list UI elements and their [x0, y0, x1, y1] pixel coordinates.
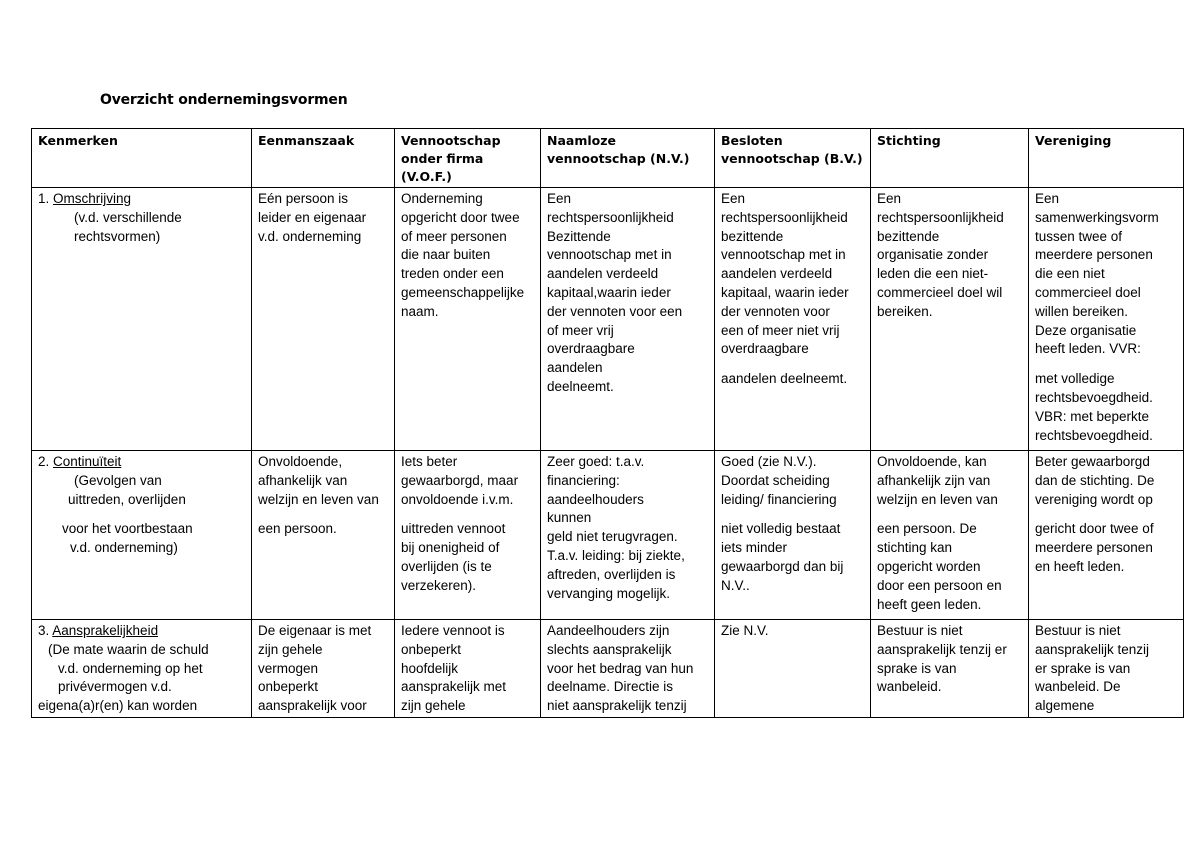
cell-text: Een — [721, 191, 746, 206]
cell-text: opgericht door twee — [401, 209, 520, 225]
cell-text: vervanging mogelijk. — [547, 585, 671, 601]
row-label-sub: rechtsvormen) — [74, 228, 161, 244]
cell-text: die een niet — [1035, 266, 1105, 282]
row-aansprakelijkheid — [32, 620, 1184, 718]
header-eenmanszaak — [252, 129, 395, 188]
cell-text: bezittende — [721, 228, 784, 244]
cell-text: commercieel doel wil — [877, 284, 1003, 300]
row-label-sub: privévermogen v.d. — [58, 679, 172, 695]
cell-text: aandelen deelneemt. — [721, 371, 848, 387]
cell-stichting — [871, 451, 1029, 620]
cell-text: gemeenschappelijke — [401, 284, 525, 300]
header-text: Stichting — [877, 133, 941, 148]
cell-text: kunnen — [547, 510, 592, 526]
cell-bv — [715, 451, 871, 620]
header-text: Kenmerken — [38, 133, 118, 148]
cell-text: v.d. onderneming — [258, 228, 362, 244]
header-vereniging — [1029, 129, 1184, 188]
cell-text: hoofdelijk — [401, 660, 459, 676]
cell-text: tussen twee of — [1035, 228, 1123, 244]
cell-text: financiering: — [547, 472, 620, 488]
cell-text: treden onder een — [401, 266, 504, 282]
cell-text: Bestuur is niet — [1035, 623, 1121, 638]
row-number: 3. — [38, 623, 53, 638]
cell-text: voor het bedrag van hun — [547, 660, 694, 676]
cell-text: Onderneming — [401, 191, 483, 206]
row-label-cell — [32, 620, 252, 718]
row-title: Omschrijving — [53, 191, 132, 206]
cell-text: naam. — [401, 303, 439, 319]
cell-text: Een — [1035, 191, 1060, 206]
cell-text: Goed (zie N.V.). — [721, 454, 817, 469]
cell-text: Eén persoon is — [258, 191, 349, 206]
cell-text: vennootschap met in — [547, 247, 672, 263]
cell-stichting — [871, 188, 1029, 451]
cell-text: algemene — [1035, 698, 1095, 714]
cell-text: Iedere vennoot is — [401, 623, 505, 638]
header-text: Eenmanszaak — [258, 133, 355, 148]
row-continuiteit — [32, 451, 1184, 620]
cell-text: aandelen — [547, 360, 603, 376]
cell-text: en heeft leden. — [1035, 558, 1125, 574]
cell-text: zijn gehele — [258, 641, 323, 657]
cell-text: slechts aansprakelijk — [547, 641, 672, 657]
cell-text: vennootschap met in — [721, 247, 846, 263]
cell-nv — [541, 451, 715, 620]
cell-text: die naar buiten — [401, 247, 491, 263]
header-text: vennootschap (N.V.) — [547, 151, 690, 166]
cell-text: afhankelijk zijn van — [877, 472, 991, 488]
cell-text: welzijn en leven van — [877, 491, 998, 507]
cell-vereniging — [1029, 620, 1184, 718]
cell-text: gewaarborgd dan bij — [721, 558, 844, 574]
cell-text: iets minder — [721, 540, 788, 556]
cell-text: bij onenigheid of — [401, 540, 500, 556]
cell-text: vermogen — [258, 660, 319, 676]
cell-text: N.V.. — [721, 577, 750, 593]
header-vof — [395, 129, 541, 188]
cell-text: dan de stichting. De — [1035, 472, 1155, 488]
cell-text: Deze organisatie — [1035, 322, 1137, 338]
cell-text: deelname. Directie is — [547, 679, 674, 695]
cell-eenmanszaak — [252, 451, 395, 620]
row-number: 1. — [38, 191, 54, 206]
cell-text: Onvoldoende, — [258, 454, 343, 469]
header-kenmerken — [32, 129, 252, 188]
cell-nv — [541, 188, 715, 451]
cell-text: een persoon. De — [877, 521, 977, 537]
cell-text: rechtspersoonlijkheid — [877, 209, 1004, 225]
cell-text: rechtsbevoegdheid. — [1035, 389, 1153, 405]
header-bv — [715, 129, 871, 188]
cell-text: zijn gehele — [401, 698, 466, 714]
row-label-title — [38, 453, 248, 472]
cell-vereniging — [1029, 188, 1184, 451]
cell-text: der vennoten voor — [721, 303, 830, 319]
header-text: Vennootschap — [401, 133, 501, 148]
cell-text: heeft geen leden. — [877, 596, 982, 612]
cell-text: of meer personen — [401, 228, 507, 244]
cell-text: leden die een niet- — [877, 266, 989, 282]
cell-text: onvoldoende i.v.m. — [401, 491, 514, 507]
cell-text: opgericht worden — [877, 558, 981, 574]
line-gap — [877, 509, 1025, 520]
cell-text: willen bereiken. — [1035, 303, 1129, 319]
row-label-sub: v.d. onderneming op het — [58, 660, 203, 676]
cell-text: overlijden (is te — [401, 558, 492, 574]
cell-text: Zeer goed: t.a.v. — [547, 454, 645, 469]
cell-vof — [395, 620, 541, 718]
table-header-row — [32, 129, 1184, 188]
cell-bv — [715, 188, 871, 451]
cell-text: Bezittende — [547, 228, 611, 244]
cell-text: bezittende — [877, 228, 940, 244]
cell-text: VBR: met beperkte — [1035, 408, 1150, 424]
cell-text: Doordat scheiding — [721, 472, 830, 488]
cell-text: Beter gewaarborgd — [1035, 454, 1150, 469]
cell-eenmanszaak — [252, 188, 395, 451]
cell-text: Zie N.V. — [721, 623, 769, 638]
cell-text: verzekeren). — [401, 577, 477, 593]
cell-text: samenwerkingsvorm — [1035, 209, 1159, 225]
cell-text: meerdere personen — [1035, 540, 1153, 556]
header-text: vennootschap (B.V.) — [721, 151, 863, 166]
header-text: (V.O.F.) — [401, 169, 452, 184]
cell-text: Iets beter — [401, 454, 458, 469]
row-title: Aansprakelijkheid — [52, 623, 159, 638]
cell-text: of meer vrij — [547, 322, 614, 338]
row-label-title — [38, 622, 248, 641]
cell-text: aansprakelijk tenzij er — [877, 641, 1007, 657]
line-gap — [401, 509, 537, 520]
cell-text: aansprakelijk voor — [258, 698, 367, 714]
cell-text: aftreden, overlijden is — [547, 566, 676, 582]
line-gap — [1035, 359, 1180, 370]
cell-text: rechtsbevoegdheid. — [1035, 427, 1153, 443]
row-title: Continuïteit — [53, 454, 122, 469]
row-label-title — [38, 190, 248, 209]
cell-text: welzijn en leven van — [258, 491, 379, 507]
cell-text: Bestuur is niet — [877, 623, 963, 638]
cell-nv — [541, 620, 715, 718]
cell-vof — [395, 451, 541, 620]
row-label-sub: (De mate waarin de schuld — [48, 641, 209, 657]
header-stichting — [871, 129, 1029, 188]
line-gap — [38, 509, 248, 520]
cell-text: er sprake is van — [1035, 660, 1131, 676]
cell-text: geld niet terugvragen. — [547, 529, 678, 545]
cell-vof — [395, 188, 541, 451]
cell-text: overdraagbare — [547, 341, 635, 357]
cell-text: gewaarborgd, maar — [401, 472, 519, 488]
cell-bv — [715, 620, 871, 718]
document-title: Overzicht ondernemingsvormen — [100, 92, 348, 108]
cell-text: aansprakelijk met — [401, 679, 507, 695]
cell-text: een of meer niet vrij — [721, 322, 840, 338]
cell-stichting — [871, 620, 1029, 718]
cell-text: bereiken. — [877, 303, 933, 319]
row-label-sub: (v.d. verschillende — [74, 209, 182, 225]
row-omschrijving — [32, 188, 1184, 451]
line-gap — [1035, 509, 1180, 520]
cell-text: uittreden vennoot — [401, 521, 506, 537]
cell-text: sprake is van — [877, 660, 957, 676]
cell-text: der vennoten voor een — [547, 303, 683, 319]
cell-text: overdraagbare — [721, 341, 809, 357]
cell-text: onbeperkt — [401, 641, 462, 657]
line-gap — [721, 509, 867, 520]
legal-forms-table — [31, 128, 1184, 718]
cell-text: met volledige — [1035, 371, 1115, 387]
row-label-sub: eigena(a)r(en) kan worden — [38, 698, 198, 714]
cell-text: Een — [547, 191, 572, 206]
row-label-sub: v.d. onderneming) — [70, 540, 178, 556]
row-label-cell — [32, 451, 252, 620]
cell-text: gericht door twee of — [1035, 521, 1154, 537]
cell-text: Een — [877, 191, 902, 206]
cell-text: aandelen verdeeld — [721, 266, 833, 282]
line-gap — [721, 359, 867, 370]
cell-text: vereniging wordt op — [1035, 491, 1153, 507]
cell-text: leider en eigenaar — [258, 209, 367, 225]
cell-text: T.a.v. leiding: bij ziekte, — [547, 547, 685, 563]
cell-text: afhankelijk van — [258, 472, 348, 488]
header-nv — [541, 129, 715, 188]
cell-text: aandelen verdeeld — [547, 266, 659, 282]
cell-text: kapitaal,waarin ieder — [547, 284, 671, 300]
row-label-sub: uittreden, overlijden — [68, 491, 186, 507]
line-gap — [258, 509, 391, 520]
cell-text: leiding/ financiering — [721, 491, 837, 507]
row-label-sub: (Gevolgen van — [74, 472, 162, 488]
cell-text: Onvoldoende, kan — [877, 454, 987, 469]
cell-text: De eigenaar is met — [258, 623, 372, 638]
row-number: 2. — [38, 454, 54, 469]
row-label-sub: voor het voortbestaan — [62, 521, 193, 537]
cell-text: rechtspersoonlijkheid — [721, 209, 848, 225]
cell-text: niet aansprakelijk tenzij — [547, 698, 687, 714]
cell-text: aandeelhouders — [547, 491, 644, 507]
header-text: Besloten — [721, 133, 783, 148]
cell-text: onbeperkt — [258, 679, 319, 695]
cell-text: meerdere personen — [1035, 247, 1153, 263]
cell-vereniging — [1029, 451, 1184, 620]
cell-text: deelneemt. — [547, 378, 614, 394]
cell-text: wanbeleid. — [877, 679, 942, 695]
cell-text: rechtspersoonlijkheid — [547, 209, 674, 225]
row-label-cell — [32, 188, 252, 451]
header-text: onder firma — [401, 151, 484, 166]
cell-text: een persoon. — [258, 521, 337, 537]
cell-text: commercieel doel — [1035, 284, 1141, 300]
header-text: Vereniging — [1035, 133, 1112, 148]
cell-text: niet volledig bestaat — [721, 521, 841, 537]
cell-text: Aandeelhouders zijn — [547, 623, 670, 638]
header-text: Naamloze — [547, 133, 616, 148]
cell-eenmanszaak — [252, 620, 395, 718]
cell-text: heeft leden. VVR: — [1035, 341, 1141, 357]
cell-text: kapitaal, waarin ieder — [721, 284, 849, 300]
cell-text: organisatie zonder — [877, 247, 989, 263]
cell-text: door een persoon en — [877, 577, 1002, 593]
cell-text: wanbeleid. De — [1035, 679, 1121, 695]
cell-text: stichting kan — [877, 540, 953, 556]
cell-text: aansprakelijk tenzij — [1035, 641, 1150, 657]
